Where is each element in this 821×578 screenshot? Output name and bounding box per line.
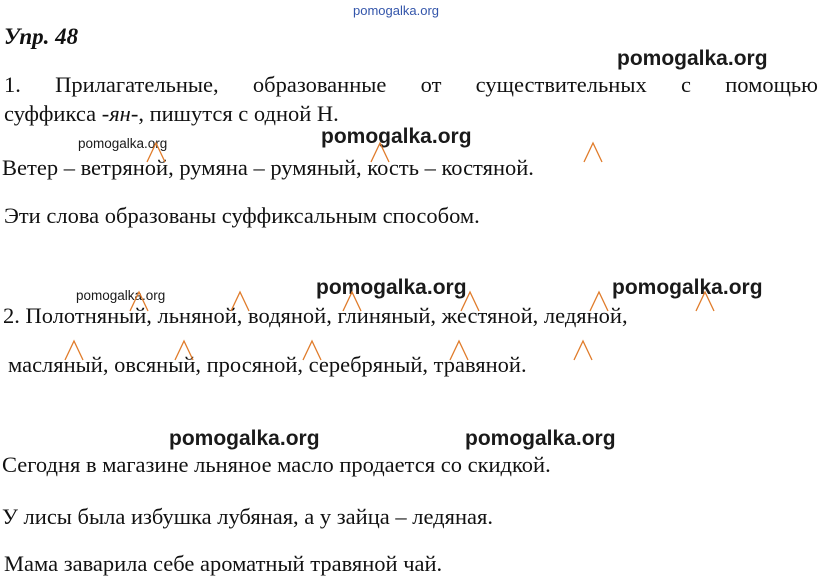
watermark-5: pomogalka.org bbox=[169, 427, 320, 450]
suffix-mark-icon bbox=[302, 339, 322, 361]
suffix-mark-icon bbox=[174, 339, 194, 361]
sentence-1: Сегодня в магазине льняное масло продается со скидкой. bbox=[2, 452, 551, 477]
suffix-mark-icon bbox=[370, 141, 390, 163]
sentence-2: У лисы была избушка лубяная, а у зайца – ледяная. bbox=[2, 504, 493, 529]
watermark-1: pomogalka.org bbox=[617, 47, 768, 70]
examples-line: Ветер – ветряной, румяна – румяный, кость – костяной. bbox=[2, 155, 534, 180]
rule-suffix: -ян- bbox=[101, 101, 139, 126]
watermark-3: pomogalka.org bbox=[316, 276, 467, 299]
rule-line-2-end: , пишутся с одной Н. bbox=[138, 101, 339, 126]
sentence-3: Мама заварила себе ароматный травяной чай. bbox=[4, 551, 443, 576]
suffix-mark-icon bbox=[342, 290, 362, 312]
rule-line-2 bbox=[4, 101, 339, 127]
suffix-mark-icon bbox=[583, 141, 603, 163]
rule-line-1: 1. Прилагательные, образованные от существительных с помощью bbox=[4, 72, 818, 97]
watermark-small-1: pomogalka.org bbox=[78, 136, 168, 151]
watermark-small-2: pomogalka.org bbox=[76, 288, 166, 303]
suffix-mark-icon bbox=[230, 290, 250, 312]
watermark-2: pomogalka.org bbox=[321, 125, 472, 148]
list-line-1: 2. Полотняный, льняной, водяной, глиняный, жестяной, ледяной, bbox=[3, 303, 628, 328]
watermark-top: pomogalka.org bbox=[353, 3, 439, 18]
suffix-mark-icon bbox=[695, 290, 715, 312]
suffix-mark-icon bbox=[146, 141, 166, 163]
suffix-mark-icon bbox=[573, 339, 593, 361]
exercise-title: Упр. 48 bbox=[4, 24, 79, 49]
suffix-mark-icon bbox=[449, 339, 469, 361]
suffix-mark-icon bbox=[129, 290, 149, 312]
examples-note: Эти слова образованы суффиксальным способом. bbox=[4, 203, 480, 228]
list-line-2: масляный, овсяный, просяной, серебряный, травяной. bbox=[8, 352, 527, 377]
watermark-6: pomogalka.org bbox=[465, 427, 616, 450]
suffix-mark-icon bbox=[589, 290, 609, 312]
suffix-mark-icon bbox=[64, 339, 84, 361]
rule-line-2-start: суффикса bbox=[4, 101, 102, 126]
watermark-4: pomogalka.org bbox=[612, 276, 763, 299]
suffix-mark-icon bbox=[460, 290, 480, 312]
